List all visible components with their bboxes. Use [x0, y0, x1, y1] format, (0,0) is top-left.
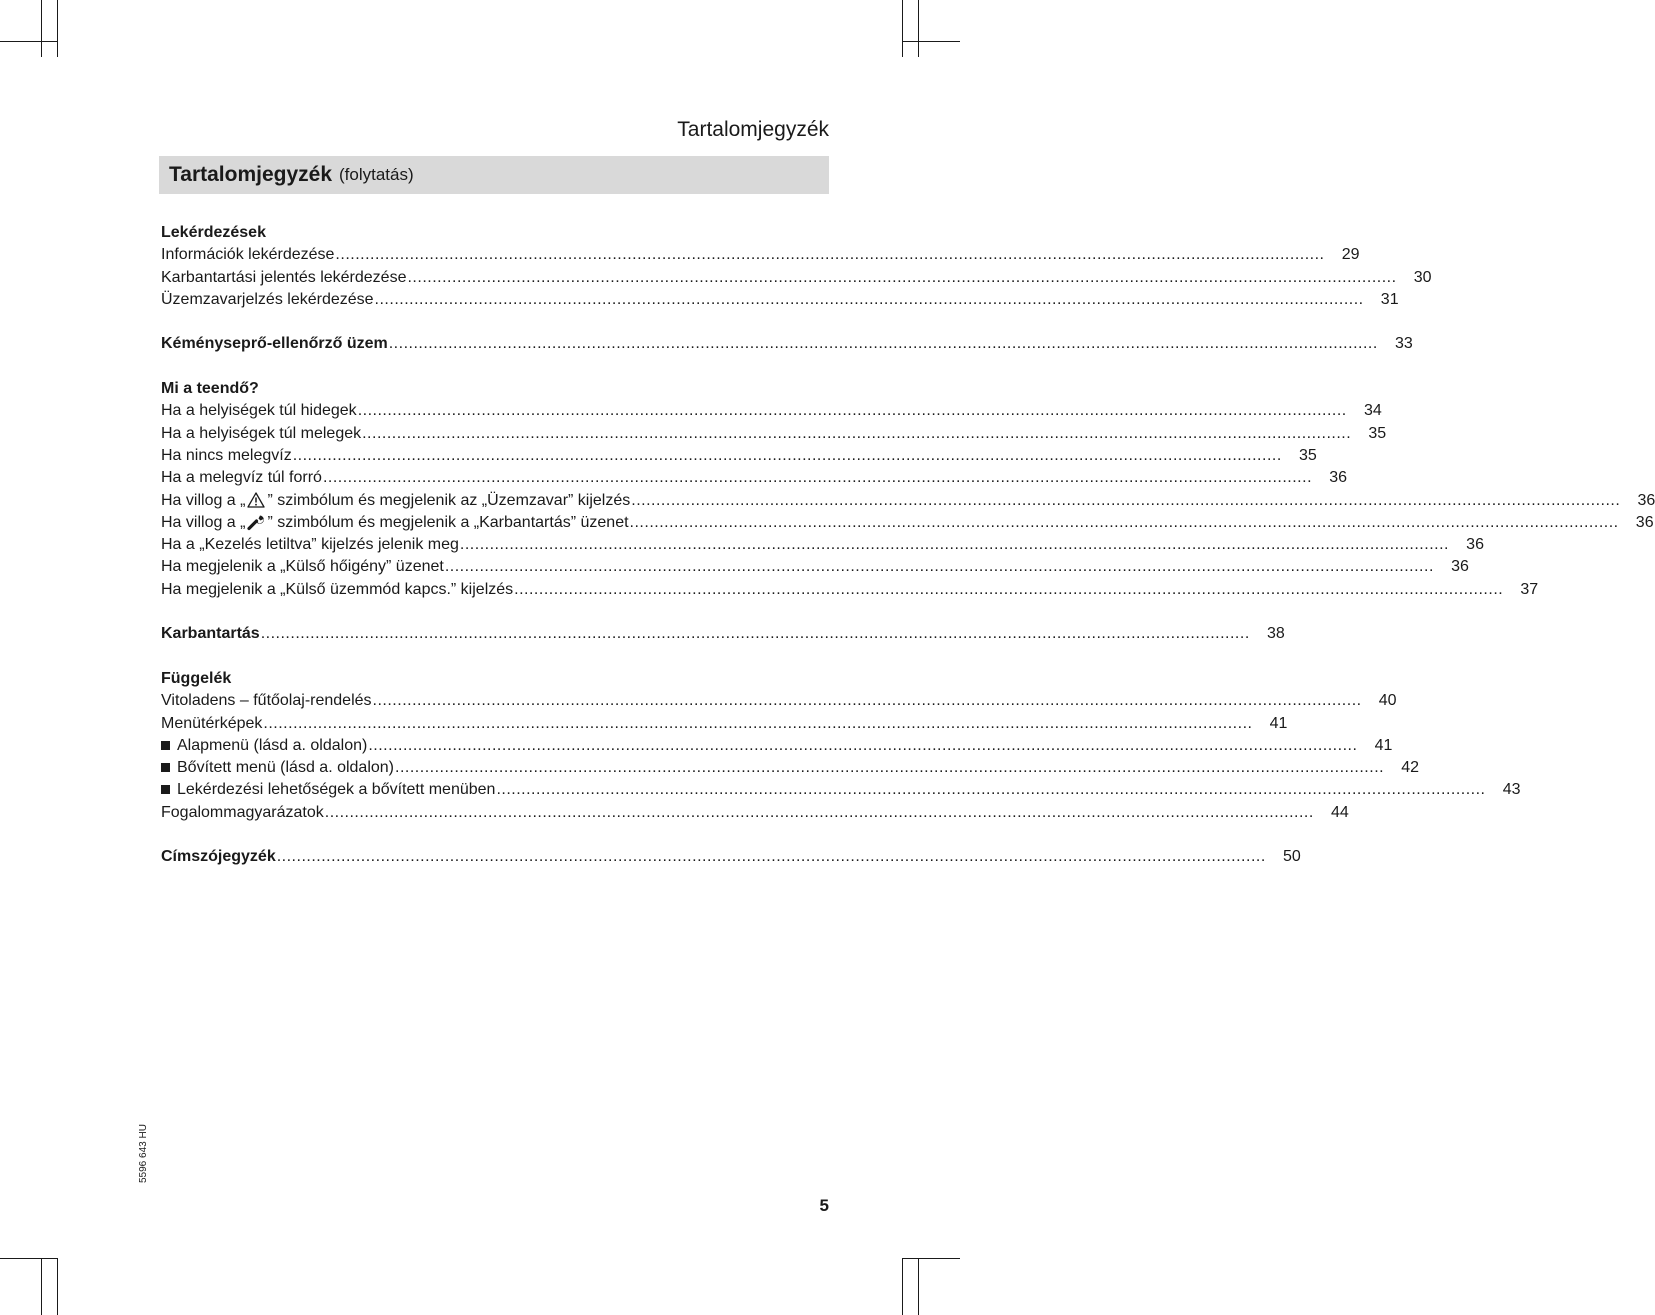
toc-entry[interactable]: Lekérdezési lehetőségek a bővített menüben ........................................................................................................................................................................................................ 43 — [161, 779, 829, 801]
toc-page-number: 34 — [1363, 402, 1382, 420]
crop-mark — [902, 41, 960, 42]
toc-entry[interactable]: Ha nincs melegvíz ........................................................................................................................................................................................................ 35 — [161, 445, 829, 467]
crop-mark — [902, 1258, 903, 1315]
toc-entry-label: Alapmenü (lásd a. oldalon) — [161, 735, 367, 757]
crop-mark — [918, 0, 919, 57]
toc-page-number: 31 — [1380, 290, 1399, 308]
crop-mark — [57, 0, 58, 57]
toc-page-number: 36 — [1329, 469, 1348, 487]
toc-section-fuggelek — [161, 668, 1521, 824]
toc-entry[interactable]: Információk lekérdezése ........................................................................................................................................................................................................ 29 — [161, 244, 829, 266]
toc-entry[interactable]: Ha a „Kezelés letiltva” kijelzés jelenik meg ........................................................................................................................................................................................................ 36 — [161, 534, 829, 556]
toc-entry-label: Ha villog a „ ” szimbólum és megjelenik az „Üzemzavar” kijelzés — [161, 491, 631, 509]
toc-page-number: 42 — [1401, 759, 1420, 777]
crop-mark — [902, 0, 903, 57]
square-bullet-icon — [161, 741, 170, 750]
toc-entry-label: Ha a helyiségek túl hidegek — [161, 402, 357, 420]
toc-entry[interactable]: Karbantartás ........................................................................................................................................................................................................ 38 — [161, 623, 829, 645]
toc-heading: Lekérdezések — [161, 224, 266, 241]
toc-page-number: 40 — [1378, 692, 1397, 710]
toc-entry[interactable]: Ha villog a „ ” szimbólum és megjelenik a „Karbantartás” üzenet ........................................................................................................................................................................................................ 36 — [161, 512, 829, 534]
toc-page-number: 38 — [1266, 625, 1285, 643]
warning-triangle-icon — [247, 492, 265, 508]
page-subtitle: (folytatás) — [339, 165, 414, 184]
toc-entry-label: Ha megjelenik a „Külső üzemmód kapcs.” kijelzés — [161, 580, 514, 598]
toc-page-number: 36 — [1451, 558, 1469, 576]
crop-mark — [41, 0, 42, 57]
toc-entry[interactable]: Címszójegyzék ........................................................................................................................................................................................................ 50 — [161, 846, 829, 868]
toc-entry-label: Ha megjelenik a „Külső hőigény” üzenet — [161, 558, 444, 576]
toc-page-number: 33 — [1395, 335, 1413, 353]
toc-entry-label: Vitoladens – fűtőolaj-rendelés — [161, 692, 372, 710]
toc-entry-label: Karbantartás — [161, 625, 260, 643]
toc-entry[interactable]: Fogalommagyarázatok ........................................................................................................................................................................................................ 44 — [161, 802, 829, 824]
toc-entry-label: Címszójegyzék — [161, 848, 276, 866]
toc-page-number: 30 — [1413, 268, 1432, 286]
toc-page-number: 35 — [1368, 424, 1387, 442]
page-number: 5 — [819, 1196, 829, 1215]
square-bullet-icon — [161, 763, 170, 772]
toc-page-number: 35 — [1298, 446, 1317, 464]
crop-mark — [902, 1258, 960, 1259]
toc-entry[interactable]: Alapmenü (lásd a. oldalon) ........................................................................................................................................................................................................ 41 — [161, 735, 829, 757]
toc-entry[interactable]: Ha a helyiségek túl melegek ........................................................................................................................................................................................................ 35 — [161, 423, 829, 445]
toc-page-number: 36 — [1637, 491, 1655, 509]
toc-entry[interactable]: Karbantartási jelentés lekérdezése ........................................................................................................................................................................................................ 30 — [161, 267, 829, 289]
toc-entry[interactable]: Vitoladens – fűtőolaj-rendelés ........................................................................................................................................................................................................ 40 — [161, 690, 829, 712]
toc-page-number: 44 — [1331, 803, 1349, 821]
toc-page-number: 36 — [1635, 513, 1654, 531]
toc-page-number: 37 — [1520, 580, 1539, 598]
wrench-icon — [247, 514, 265, 530]
toc-entry-label: Menütérképek — [161, 714, 263, 732]
toc-page-number: 43 — [1502, 781, 1521, 799]
toc-section-mi-a-teendo — [161, 378, 1655, 601]
toc-entry-label: Bővített menü (lásd a. oldalon) — [161, 757, 394, 779]
crop-mark — [0, 41, 57, 42]
toc-page-number: 29 — [1341, 246, 1360, 264]
toc-heading: Függelék — [161, 669, 232, 687]
toc-entry-label: Ha a „Kezelés letiltva” kijelzés jelenik meg — [161, 536, 459, 554]
toc-entry[interactable]: Ha megjelenik a „Külső hőigény” üzenet ........................................................................................................................................................................................................ 36 — [161, 556, 829, 578]
toc-page-number: 36 — [1466, 536, 1484, 554]
toc-page-number: 41 — [1269, 714, 1288, 732]
running-header: Tartalomjegyzék — [677, 118, 829, 141]
toc-entry[interactable]: Ha a helyiségek túl hidegek ........................................................................................................................................................................................................ 34 — [161, 400, 829, 422]
toc-entry-label: Ha a helyiségek túl melegek — [161, 424, 362, 442]
toc-section-kemenysepro — [161, 333, 1413, 355]
toc-entry[interactable]: Menütérképek ........................................................................................................................................................................................................ 41 — [161, 713, 829, 735]
square-bullet-icon — [161, 785, 170, 794]
table-of-contents — [161, 222, 1655, 891]
crop-mark — [0, 1258, 57, 1259]
toc-entry-label: Ha a melegvíz túl forró — [161, 469, 322, 487]
toc-entry[interactable]: Kéményseprő-ellenőrző üzem ........................................................................................................................................................................................................ 33 — [161, 333, 829, 355]
toc-entry[interactable]: Ha villog a „ ” szimbólum és megjelenik az „Üzemzavar” kijelzés ........................................................................................................................................................................................................ 36 — [161, 490, 829, 512]
toc-entry-label: Ha nincs melegvíz — [161, 446, 292, 464]
toc-entry[interactable]: Üzemzavarjelzés lekérdezése ........................................................................................................................................................................................................ 31 — [161, 289, 829, 311]
toc-entry[interactable]: Ha megjelenik a „Külső üzemmód kapcs.” kijelzés ........................................................................................................................................................................................................ 37 — [161, 579, 829, 601]
toc-entry-label: Fogalommagyarázatok — [161, 803, 324, 821]
toc-section-lekerdezesek — [161, 222, 1432, 311]
toc-entry[interactable]: Ha a melegvíz túl forró ........................................................................................................................................................................................................ 36 — [161, 467, 829, 489]
toc-entry-label: Karbantartási jelentés lekérdezése — [161, 268, 407, 286]
toc-entry-label: Ha villog a „ ” szimbólum és megjelenik a „Karbantartás” üzenet — [161, 513, 629, 531]
toc-heading: Mi a teendő? — [161, 380, 259, 398]
document-code: 5596 643 HU — [138, 1124, 149, 1183]
title-bar — [159, 156, 829, 194]
toc-page-number: 50 — [1282, 848, 1301, 866]
toc-entry-label: Kéményseprő-ellenőrző üzem — [161, 335, 388, 353]
crop-mark — [41, 1258, 42, 1315]
toc-section-cimszojegyzek — [161, 846, 1301, 868]
crop-mark — [918, 1258, 919, 1315]
toc-section-karbantartas — [161, 623, 1285, 645]
toc-entry-label: Információk lekérdezése — [161, 246, 335, 264]
crop-mark — [57, 1258, 58, 1315]
toc-entry-label: Üzemzavarjelzés lekérdezése — [161, 290, 374, 308]
toc-page-number: 41 — [1374, 736, 1393, 754]
page-title: Tartalomjegyzék — [169, 163, 333, 186]
toc-entry[interactable]: Bővített menü (lásd a. oldalon) ........................................................................................................................................................................................................ 42 — [161, 757, 829, 779]
toc-entry-label: Lekérdezési lehetőségek a bővített menüben — [161, 779, 495, 801]
